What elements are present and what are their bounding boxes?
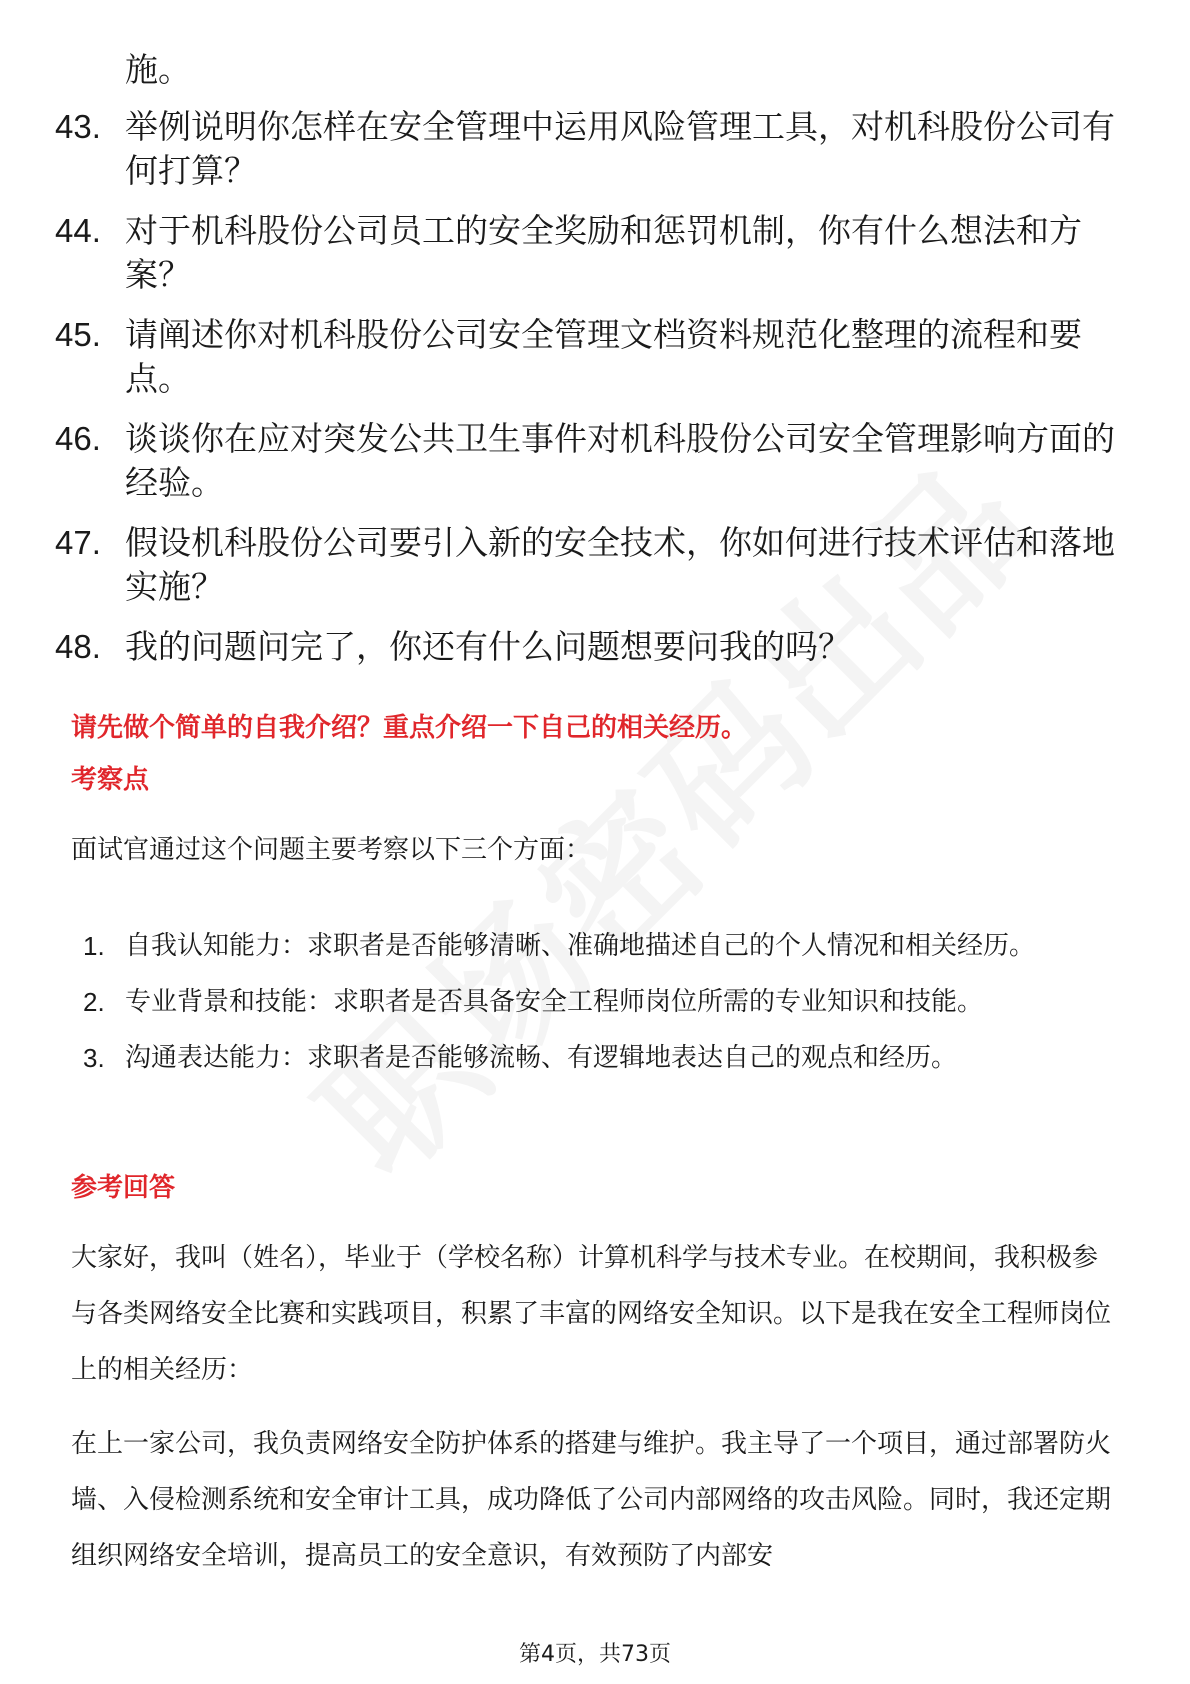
question-text: 对于机科股份公司员工的安全奖励和惩罚机制，你有什么想法和方案？	[125, 211, 1082, 294]
question-number: 47.	[55, 524, 101, 561]
examine-intro: 面试官通过这个问题主要考察以下三个方面：	[71, 835, 592, 865]
answer-heading: 参考回答	[71, 1173, 176, 1203]
question-number: 45.	[55, 316, 101, 353]
examine-point	[83, 1030, 1113, 1086]
question-text: 谈谈你在应对突发公共卫生事件对机科股份公司安全管理影响方面的经验。	[125, 419, 1115, 502]
question-number: 46.	[55, 420, 101, 457]
question-item	[55, 417, 1115, 505]
examine-points-list	[83, 918, 1113, 1086]
question-item	[55, 313, 1115, 401]
question-item	[55, 105, 1115, 193]
question-list	[55, 105, 1115, 685]
question-number: 43.	[55, 108, 101, 145]
continuation-text: 施。	[125, 50, 191, 89]
point-text: 自我认知能力：求职者是否能够清晰、准确地描述自己的个人情况和相关经历。	[125, 931, 1036, 961]
question-item	[55, 209, 1115, 297]
section-question: 请先做个简单的自我介绍？重点介绍一下自己的相关经历。	[71, 713, 748, 743]
question-text: 我的问题问完了，你还有什么问题想要问我的吗？	[125, 627, 851, 666]
page-footer: 第4页，共73页	[519, 1642, 671, 1667]
point-number: 2.	[83, 987, 105, 1017]
examine-point	[83, 918, 1113, 974]
question-text: 请阐述你对机科股份公司安全管理文档资料规范化整理的流程和要点。	[125, 315, 1082, 398]
question-text: 假设机科股份公司要引入新的安全技术，你如何进行技术评估和落地实施？	[125, 523, 1115, 606]
question-number: 48.	[55, 628, 101, 665]
question-number: 44.	[55, 212, 101, 249]
question-text: 举例说明你怎样在安全管理中运用风险管理工具，对机科股份公司有何打算？	[125, 107, 1115, 190]
point-number: 1.	[83, 931, 105, 961]
question-item	[55, 521, 1115, 609]
question-item	[55, 625, 1115, 669]
examine-point	[83, 974, 1113, 1030]
answer-paragraph: 在上一家公司，我负责网络安全防护体系的搭建与维护。我主导了一个项目，通过部署防火墙、入侵检测系统和安全审计工具，成功降低了公司内部网络的攻击风险。同时，我还定期组织网络安全培训，提高员工的安全意识，有效预防了内部安	[71, 1429, 1112, 1571]
point-text: 专业背景和技能：求职者是否具备安全工程师岗位所需的专业知识和技能。	[125, 987, 984, 1017]
answer-paragraph: 大家好，我叫（姓名），毕业于（学校名称）计算机科学与技术专业。在校期间，我积极参与各类网络安全比赛和实践项目，积累了丰富的网络安全知识。以下是我在安全工程师岗位上的相关经历：	[71, 1243, 1112, 1385]
point-text: 沟通表达能力：求职者是否能够流畅、有逻辑地表达自己的观点和经历。	[125, 1043, 958, 1073]
examine-heading: 考察点	[71, 765, 150, 795]
point-number: 3.	[83, 1043, 105, 1073]
